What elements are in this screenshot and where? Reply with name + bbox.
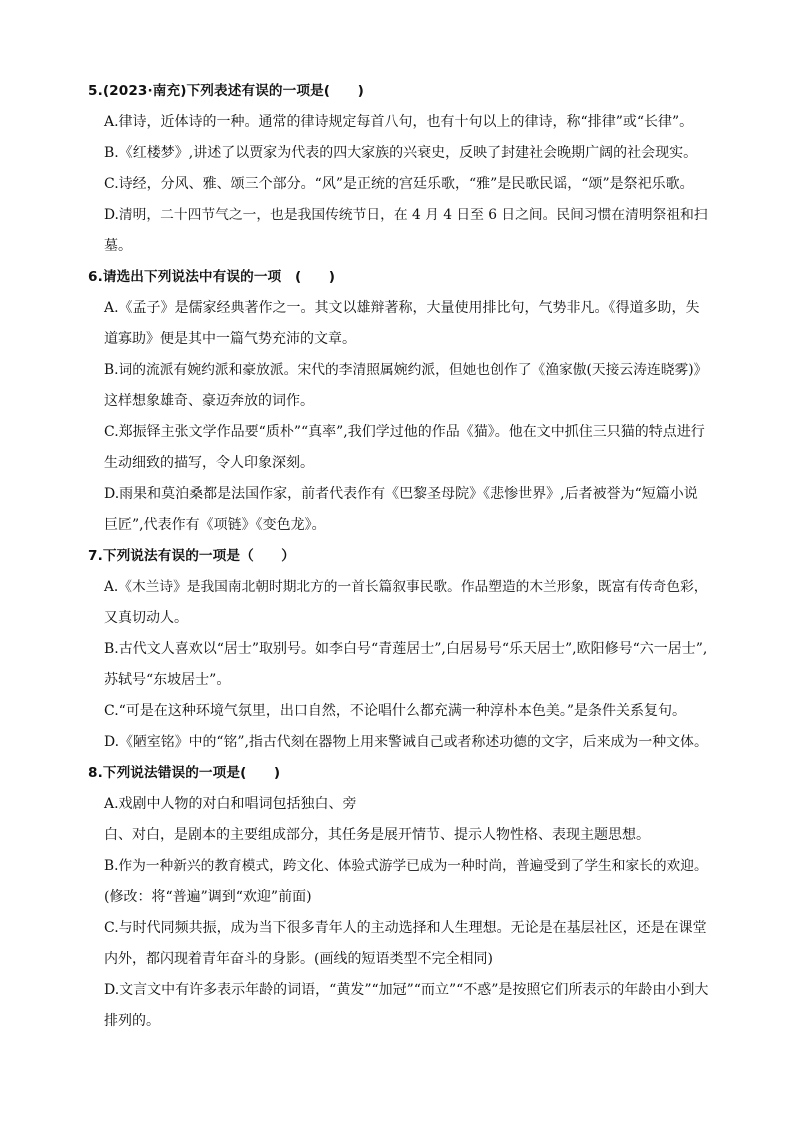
option-a — [88, 293, 708, 355]
option-d — [88, 200, 708, 262]
option-text-line: B.《红楼梦》,讲述了以贾家为代表的四大家族的兴衰史，反映了封建社会晚期广阔的社会现实。 — [104, 145, 698, 161]
question-8 — [88, 758, 708, 1037]
option-b — [88, 851, 708, 913]
option-b — [88, 138, 708, 169]
question-list — [88, 76, 708, 1037]
option-text-line: A.律诗，近体诗的一种。通常的律诗规定每首八句，也有十句以上的律诗，称“排律”或“长律”。 — [104, 114, 694, 130]
option-a — [88, 107, 708, 138]
option-text-line: D.清明，二十四节气之一，也是我国传统节日，在 4 月 4 日至 6 日之间。民间习惯在清明祭祖和扫 — [104, 207, 708, 223]
question-stem: 5.(2023·南充)下列表述有误的一项是( ) — [88, 83, 364, 99]
option-d — [88, 727, 708, 758]
question-stem: 6.请选出下列说法中有误的一项 ( ) — [88, 269, 336, 285]
option-text-line: B.词的流派有婉约派和豪放派。宋代的李清照属婉约派，但她也创作了《渔家傲(天接云涛连晓雾)》 — [104, 362, 708, 378]
option-b — [88, 355, 708, 417]
option-text-line: 道寡助》便是其中一篇气势充沛的文章。 — [104, 331, 356, 347]
option-text-line: C.与时代同频共振，成为当下很多青年人的主动选择和人生理想。无论是在基层社区，还是在课堂 — [104, 920, 707, 936]
option-b — [88, 634, 708, 696]
option-text-line: B.作为一种新兴的教育模式，跨文化、体验式游学已成为一种时尚，普遍受到了学生和家长的欢迎。 — [104, 858, 708, 874]
option-text-line: A.《孟子》是儒家经典著作之一。其文以雄辩著称，大量使用排比句，气势非凡。《得道多助，失 — [104, 300, 700, 316]
option-text-line: 这样想象雄奇、豪迈奔放的词作。 — [104, 393, 314, 409]
option-text-line: C.诗经，分风、雅、颂三个部分。“风”是正统的宫廷乐歌，“雅”是民歌民谣，“颂”是祭祀乐歌。 — [104, 176, 694, 192]
option-c — [88, 913, 708, 975]
question-stem: 8.下列说法错误的一项是( ) — [88, 765, 281, 781]
question-7 — [88, 541, 708, 758]
option-text-line: 又真切动人。 — [104, 610, 188, 626]
option-text-line: D.《陋室铭》中的“铭”,指古代刻在器物上用来警诫自己或者称述功德的文字，后来成为一种文体。 — [104, 734, 708, 750]
option-a — [88, 789, 708, 851]
option-text-line: 墓。 — [104, 238, 132, 254]
option-text-line: A.戏剧中人物的对白和唱词包括独白、旁 — [104, 796, 357, 812]
question-5 — [88, 76, 708, 262]
option-c — [88, 417, 708, 479]
option-a — [88, 572, 708, 634]
option-d — [88, 479, 708, 541]
option-text-line: (修改：将“普遍”调到“欢迎”前面) — [104, 889, 312, 905]
option-text-line: 生动细致的描写，令人印象深刻。 — [104, 455, 314, 471]
option-text-line: C.郑振铎主张文学作品要“质朴”“真率”,我们学过他的作品《猫》。他在文中抓住三只猫的特点进行 — [104, 424, 705, 440]
option-text-line: 内外，都闪现着青年奋斗的身影。(画线的短语类型不完全相同) — [104, 951, 493, 967]
option-text-line: 苏轼号“东坡居士”。 — [104, 672, 231, 688]
option-text-line: B.古代文人喜欢以“居士”取别号。如李白号“青莲居士”,白居易号“乐天居士”,欧阳修号“六一居士”, — [104, 641, 708, 657]
option-text-line: D.雨果和莫泊桑都是法国作家，前者代表作有《巴黎圣母院》《悲惨世界》,后者被誉为“短篇小说 — [104, 486, 698, 502]
option-text-line: D.文言文中有许多表示年龄的词语，“黄发”“加冠”“而立”“不惑”是按照它们所表示的年龄由小到大 — [104, 982, 709, 998]
option-text-line: 排列的。 — [104, 1013, 160, 1029]
option-text-line: A.《木兰诗》是我国南北朝时期北方的一首长篇叙事民歌。作品塑造的木兰形象，既富有传奇色彩， — [104, 579, 708, 595]
question-stem: 7.下列说法有误的一项是（ ） — [88, 548, 296, 564]
question-6 — [88, 262, 708, 541]
option-text-line: C.“可是在这种环境气氛里，出口自然，不论唱什么都充满一种淳朴本色美。”是条件关系复句。 — [104, 703, 686, 719]
option-text-line: 白、对白，是剧本的主要组成部分，其任务是展开情节、提示人物性格、表现主题思想。 — [104, 827, 650, 843]
option-text-line: 巨匠”,代表作有《项链》《变色龙》。 — [104, 517, 326, 533]
option-c — [88, 696, 708, 727]
option-d — [88, 975, 708, 1037]
option-c — [88, 169, 708, 200]
